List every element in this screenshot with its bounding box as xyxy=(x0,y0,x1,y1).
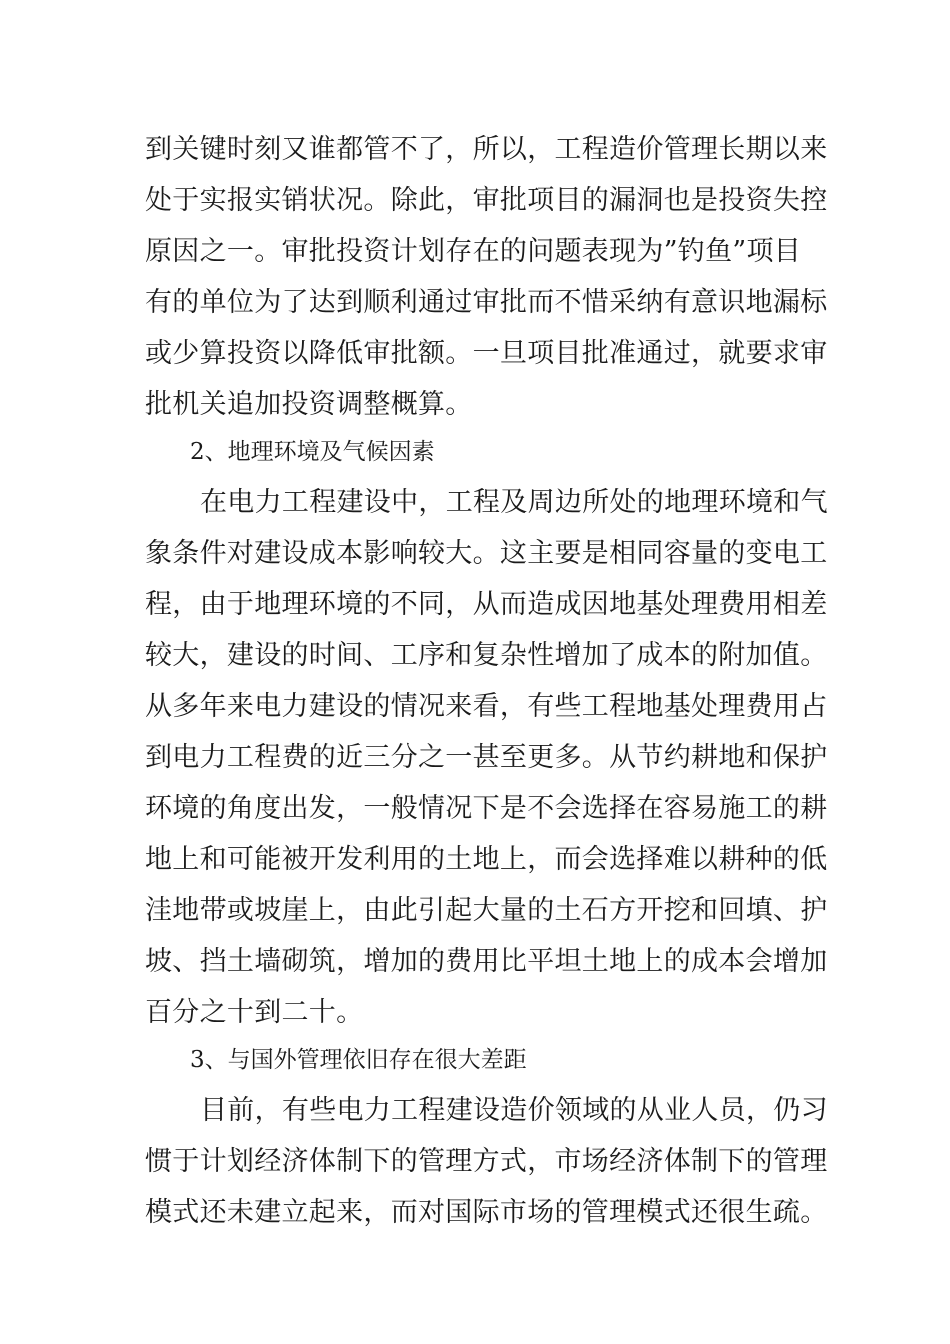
paragraph-2-line: 百分之十到二十。 xyxy=(145,997,364,1028)
paragraph-2-line: 到电力工程费的近三分之一甚至更多。从节约耕地和保护 xyxy=(145,742,828,773)
paragraph-1-line: 或少算投资以降低审批额。一旦项目批准通过，就要求审 xyxy=(145,338,828,369)
paragraph-2-line: 洼地带或坡崖上，由此引起大量的土石方开挖和回填、护 xyxy=(145,895,828,926)
paragraph-1-line: 原因之一。审批投资计划存在的问题表现为”钓鱼”项目 xyxy=(145,236,802,267)
paragraph-3-line: 目前，有些电力工程建设造价领域的从业人员，仍习 xyxy=(200,1095,828,1126)
paragraph-2-line: 地上和可能被开发利用的土地上，而会选择难以耕种的低 xyxy=(145,844,828,875)
paragraph-1-line: 有的单位为了达到顺利通过审批而不惜采纳有意识地漏标 xyxy=(145,287,828,318)
paragraph-1-line: 批机关追加投资调整概算。 xyxy=(145,389,473,420)
paragraph-3-line: 惯于计划经济体制下的管理方式，市场经济体制下的管理 xyxy=(145,1146,828,1177)
paragraph-2-line: 程，由于地理环境的不同，从而造成因地基处理费用相差 xyxy=(145,589,828,620)
paragraph-2-line: 环境的角度出发，一般情况下是不会选择在容易施工的耕 xyxy=(145,793,828,824)
paragraph-2-line: 在电力工程建设中，工程及周边所处的地理环境和气 xyxy=(200,487,828,518)
paragraph-1-line: 到关键时刻又谁都管不了，所以，工程造价管理长期以来 xyxy=(145,134,828,165)
paragraph-2-line: 象条件对建设成本影响较大。这主要是相同容量的变电工 xyxy=(145,538,828,569)
paragraph-3-line: 模式还未建立起来，而对国际市场的管理模式还很生疏。 xyxy=(145,1197,828,1228)
paragraph-1-line: 处于实报实销状况。除此，审批项目的漏洞也是投资失控 xyxy=(145,185,828,216)
paragraph-2-line: 较大，建设的时间、工序和复杂性增加了成本的附加值。 xyxy=(145,640,828,671)
paragraph-2-line: 坡、挡土墙砌筑，增加的费用比平坦土地上的成本会增加 xyxy=(145,946,828,977)
paragraph-2-line: 从多年来电力建设的情况来看，有些工程地基处理费用占 xyxy=(145,691,828,722)
section-heading-3: 3、与国外管理依旧存在很大差距 xyxy=(190,1047,527,1073)
section-heading-2: 2、地理环境及气候因素 xyxy=(190,439,435,465)
